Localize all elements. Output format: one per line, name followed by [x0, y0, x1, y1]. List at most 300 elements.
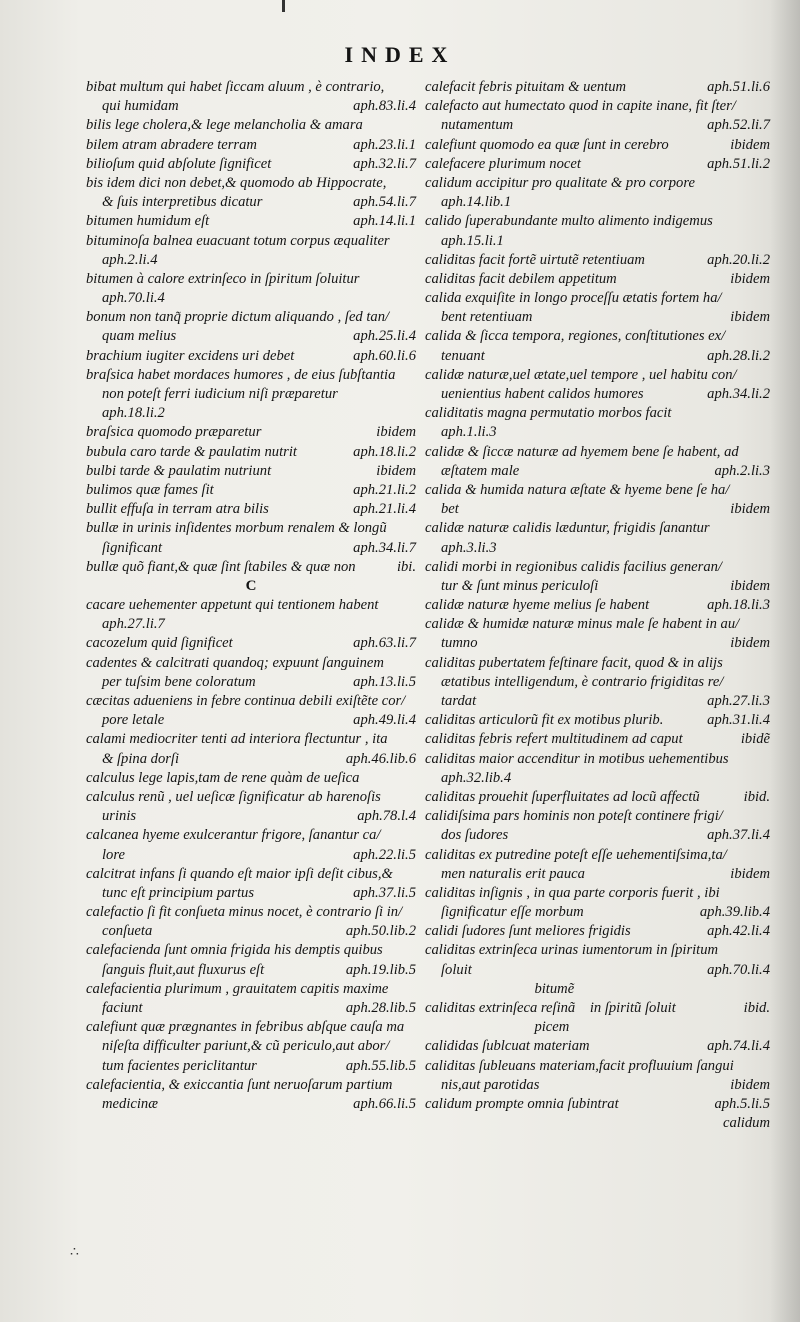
index-entry: [425, 519, 770, 538]
index-entry: [86, 116, 416, 135]
entry-text: & ſuis interpretibus dicatur: [102, 194, 263, 211]
index-entry: [86, 711, 416, 730]
index-entry: [425, 596, 770, 615]
entry-text: calidum accipitur pro qualitate & pro corpore: [425, 174, 695, 191]
entry-text: urinis: [102, 808, 137, 825]
entry-reference: aph.70.li.4: [707, 961, 770, 978]
entry-text: calefiunt quæ prægnantes in febribus abſque cauſa ma: [86, 1019, 405, 1036]
entry-reference: aph.63.li.7: [353, 635, 416, 652]
entry-reference: aph.28.li.2: [707, 347, 770, 364]
entry-text: cadentes & calcitrati quandoq; expuunt ſanguinem: [86, 654, 384, 671]
entry-reference: aph.31.li.4: [707, 712, 770, 729]
entry-reference: aph.37.li.4: [707, 827, 770, 844]
index-entry: [86, 481, 416, 500]
entry-text: aph.3.li.3: [441, 539, 497, 556]
entry-text: calidæ & humidæ naturæ minus male ſe habent in au/: [425, 616, 740, 633]
entry-reference: aph.2.li.3: [714, 462, 770, 479]
index-entry: [86, 692, 416, 711]
entry-text: nutamentum: [441, 117, 514, 134]
index-entry: [425, 155, 770, 174]
entry-reference: ibidem: [730, 635, 770, 652]
entry-reference: ibidem: [730, 865, 770, 882]
entry-text: C: [245, 577, 257, 594]
entry-text: faciunt: [102, 1000, 143, 1016]
entry-text: tumno: [441, 635, 478, 652]
entry-text: bullæ in urinis inſidentes morbum renalem & longũ: [86, 520, 387, 537]
entry-reference: aph.23.li.1: [353, 136, 416, 153]
entry-text: caliditas maior accenditur in motibus uehementibus: [425, 750, 729, 767]
index-entry: [86, 327, 416, 346]
entry-reference: ibidem: [730, 1076, 770, 1093]
entry-text: calididas ſublcuat materiam: [425, 1038, 590, 1055]
entry-reference: aph.83.li.4: [353, 98, 416, 115]
entry-text: calefacit febris pituitam & uentum: [425, 79, 627, 95]
index-entry: [86, 251, 416, 270]
entry-text: aph.1.li.3: [441, 424, 497, 441]
entry-text: calidi ſudores ſunt meliores frigidis: [425, 923, 631, 940]
entry-reference: [410, 289, 416, 308]
entry-text: aph.70.li.4: [102, 290, 165, 307]
index-entry: [425, 366, 770, 385]
entry-reference: [410, 654, 416, 673]
index-entry: [86, 788, 416, 807]
index-entry: [425, 1095, 770, 1114]
entry-text: bullæ quõ fiant,& quæ ſint ſtabiles & quæ non: [86, 558, 356, 575]
index-entry: [425, 308, 770, 327]
entry-reference: ibidem: [730, 309, 770, 326]
entry-text: calidum prompte omnia ſubintrat: [425, 1095, 619, 1112]
entry-text: calidi morbi in regionibus calidis facilius generan/: [425, 558, 722, 575]
entry-reference: [410, 903, 416, 922]
index-entry: [86, 78, 416, 97]
entry-reference: aph.21.li.2: [353, 481, 416, 498]
index-entry: [425, 212, 770, 231]
entry-text: ſoluit: [441, 961, 472, 978]
index-entry: [86, 1057, 416, 1076]
entry-text: cacozelum quid ſignificet: [86, 635, 233, 652]
entry-reference: aph.13.li.5: [353, 673, 416, 690]
entry-text: bis idem dici non debet,& quomodo ab Hippocrate,: [86, 174, 387, 191]
index-entry: [86, 865, 416, 884]
index-entry: [86, 750, 416, 769]
entry-text: cacare uehementer appetunt qui tentionem habent: [86, 597, 379, 614]
entry-reference: aph.74.li.4: [707, 1038, 770, 1055]
index-entry: [425, 1018, 770, 1037]
entry-reference: ibidẽ: [740, 731, 770, 748]
entry-reference: ibidem: [376, 462, 416, 479]
entry-text: picem: [425, 1019, 570, 1036]
entry-text: bitumen humidum eſt: [86, 213, 210, 230]
entry-reference: [410, 692, 416, 711]
entry-text: calidiſsima pars hominis non poteſt continere frigi/: [425, 808, 723, 825]
entry-text: calefacientia plurimum , grauitatem capitis maxime: [86, 980, 389, 997]
entry-text: per tuſsim bene coloratum: [102, 673, 256, 690]
entry-reference: aph.21.li.4: [353, 501, 416, 518]
entry-text: braſsica habet mordaces humores , de eius ſubſtantia: [86, 366, 396, 383]
entry-text: caliditas extrinſeca reſinã in ſpiritũ ſoluit: [425, 1000, 676, 1016]
entry-reference: ibid.: [743, 1000, 770, 1016]
index-entry: [425, 404, 770, 423]
entry-text: dos ſudores: [441, 827, 509, 844]
entry-text: calidæ naturæ calidis læduntur, frigidis ſanantur: [425, 520, 710, 537]
index-entry: [86, 404, 416, 423]
entry-text: aph.15.li.1: [441, 232, 504, 249]
entry-reference: [410, 1076, 416, 1095]
entry-reference: [410, 788, 416, 807]
gutter-shadow: [770, 0, 800, 1322]
index-entry: [86, 193, 416, 212]
index-entry: [86, 961, 416, 980]
entry-reference: aph.39.lib.4: [699, 904, 770, 921]
entry-text: calido ſuperabundante multo alimento indigemus: [425, 213, 713, 230]
index-entry: [425, 807, 770, 826]
entry-text: bullit effuſa in terram atra bilis: [86, 501, 269, 518]
entry-text: caliditas pubertatem feſtinare facit, quod & in alijs: [425, 654, 723, 671]
entry-text: calida & humida natura æſtate & hyeme bene ſe ha/: [425, 481, 730, 498]
entry-text: lore: [102, 846, 125, 863]
entry-text: caliditas extrinſeca urinas iumentorum in ſpiritum: [425, 942, 719, 959]
entry-text: aph.18.li.2: [102, 405, 165, 422]
entry-text: bulbi tarde & paulatim nutriunt: [86, 462, 272, 479]
index-entry: [86, 347, 416, 366]
entry-text: bonum non tanq̃ proprie dictum aliquando , ſed tan/: [86, 309, 390, 326]
index-entry: [86, 519, 416, 538]
index-entry: [425, 423, 770, 442]
index-entry: [425, 961, 770, 980]
index-entry: [425, 884, 770, 903]
entry-reference: aph.78.l.4: [357, 808, 416, 825]
entry-reference: [410, 941, 416, 960]
index-entry: [425, 270, 770, 289]
entry-text: niſeſta difficulter pariunt,& cũ periculo,aut abor/: [102, 1038, 390, 1055]
entry-text: bitumẽ: [425, 980, 575, 997]
index-entry: [425, 174, 770, 193]
entry-text: men naturalis erit pauca: [441, 865, 585, 882]
entry-text: calida exquiſite in longo proceſſu ætatis fortem ha/: [425, 290, 722, 307]
entry-reference: aph.51.li.2: [707, 155, 770, 172]
index-entry: [425, 558, 770, 577]
entry-reference: [410, 232, 416, 251]
entry-text: caliditas prouehit ſuperfluitates ad locũ affectũ: [425, 788, 700, 805]
entry-text: calefactio ſi fit conſueta minus nocet, è contrario ſi in/: [86, 904, 403, 921]
entry-reference: [410, 78, 416, 97]
index-entry: [86, 500, 416, 519]
entry-text: tum facientes periclitantur: [102, 1057, 257, 1074]
entry-text: uenientius habent calidos humores: [441, 386, 644, 402]
index-entry: [425, 711, 770, 730]
left-column: [86, 78, 416, 1114]
index-entry: [425, 385, 770, 404]
index-entry: [86, 366, 416, 385]
entry-text: quam melius: [102, 328, 177, 345]
index-entry: [86, 999, 416, 1018]
index-entry: [86, 232, 416, 251]
index-entry: [86, 730, 416, 749]
index-entry: [86, 980, 416, 999]
entry-reference: ibidem: [730, 501, 770, 518]
entry-reference: aph.42.li.4: [707, 923, 770, 940]
entry-reference: [410, 116, 416, 135]
index-entry: [86, 807, 416, 826]
index-entry: [425, 251, 770, 270]
entry-reference: [410, 615, 416, 634]
entry-reference: ibid.: [743, 788, 770, 805]
index-entry: [86, 155, 416, 174]
index-entry: [86, 539, 416, 558]
entry-reference: ibidem: [730, 270, 770, 287]
entry-reference: [410, 404, 416, 423]
entry-reference: [410, 270, 416, 289]
entry-text: ſanguis fluit,aut fluxurus eſt: [102, 961, 265, 978]
index-entry: [86, 884, 416, 903]
entry-reference: [410, 826, 416, 845]
entry-reference: aph.18.li.3: [707, 597, 770, 614]
index-entry: [425, 980, 770, 999]
top-ink-mark: [282, 0, 285, 12]
entry-reference: [410, 596, 416, 615]
entry-reference: aph.37.li.5: [353, 884, 416, 901]
index-entry: [425, 846, 770, 865]
entry-text: calculus renũ , uel ueſicæ ſignificatur ab harenoſis: [86, 788, 381, 805]
entry-text: braſsica quomodo præparetur: [86, 424, 262, 441]
entry-text: calefiunt quomodo ea quæ ſunt in cerebro: [425, 136, 669, 153]
entry-reference: [410, 366, 416, 385]
entry-reference: aph.46.lib.6: [345, 750, 416, 767]
index-entry: [425, 462, 770, 481]
index-entry: [86, 423, 416, 442]
entry-reference: aph.22.li.5: [353, 846, 416, 863]
entry-text: calida & ſicca tempora, regiones, conſtitutiones ex/: [425, 328, 726, 345]
entry-reference: aph.5.li.5: [714, 1095, 770, 1112]
entry-reference: aph.34.li.7: [353, 539, 416, 556]
entry-text: conſueta: [102, 923, 153, 940]
index-entry: [86, 922, 416, 941]
entry-text: medicinæ: [102, 1095, 158, 1112]
page-title: INDEX: [344, 42, 456, 67]
entry-text: calami mediocriter tenti ad interiora flectuntur , ita: [86, 731, 388, 748]
right-column: [425, 78, 770, 1133]
index-entry: [425, 136, 770, 155]
index-entry: [425, 481, 770, 500]
index-entry: [425, 327, 770, 346]
index-entry: [86, 289, 416, 308]
entry-text: calcitrat infans ſi quando eſt maior ipſi deſit cibus,&: [86, 865, 393, 882]
entry-reference: aph.55.lib.5: [345, 1057, 416, 1074]
index-entry: [86, 941, 416, 960]
index-entry: [425, 826, 770, 845]
entry-text: caliditas facit debilem appetitum: [425, 270, 617, 287]
entry-reference: ibi.: [396, 558, 416, 575]
entry-text: ſignificant: [102, 539, 162, 556]
entry-text: caliditas inſignis , in qua parte corporis fuerit , ibi: [425, 884, 720, 901]
index-entry: [86, 769, 416, 788]
entry-text: & ſpina dorſi: [102, 750, 180, 767]
index-entry: [425, 865, 770, 884]
index-entry: [425, 116, 770, 135]
entry-reference: aph.52.li.7: [707, 117, 770, 134]
entry-text: bitumen à calore extrinſeco in ſpiritum ſoluitur: [86, 270, 360, 287]
entry-text: bulimos quæ fames ſit: [86, 481, 214, 498]
index-entry: [86, 673, 416, 692]
entry-text: calculus lege lapis,tam de rene quàm de ueſica: [86, 769, 360, 786]
entry-text: bubula caro tarde & paulatim nutrit: [86, 443, 297, 460]
margin-mark: ∴: [70, 1245, 79, 1260]
entry-text: tenuant: [441, 347, 485, 364]
entry-reference: [410, 1037, 416, 1056]
entry-text: bent retentiuam: [441, 309, 533, 326]
index-entry: [425, 577, 770, 596]
entry-reference: ibidem: [376, 424, 416, 441]
index-entry: [425, 654, 770, 673]
entry-text: pore letale: [102, 712, 165, 729]
entry-text: bet: [441, 501, 459, 518]
index-entry: [425, 788, 770, 807]
entry-text: tunc eſt principium partus: [102, 884, 255, 901]
entry-reference: aph.20.li.2: [707, 251, 770, 268]
entry-reference: [410, 308, 416, 327]
entry-text: aph.32.lib.4: [441, 769, 512, 786]
index-entry: [86, 596, 416, 615]
entry-text: calcanea hyeme exulcerantur frigore, ſanantur ca/: [86, 827, 381, 844]
index-entry: [86, 97, 416, 116]
entry-reference: aph.50.lib.2: [345, 923, 416, 940]
index-entry: [425, 1114, 770, 1133]
entry-reference: [410, 980, 416, 999]
index-entry: [86, 1095, 416, 1114]
entry-reference: aph.54.li.7: [353, 194, 416, 211]
entry-reference: [410, 1018, 416, 1037]
entry-reference: aph.34.li.2: [707, 386, 770, 402]
index-entry: [425, 1076, 770, 1095]
entry-text: calidæ & ſiccæ naturæ ad hyemem bene ſe habent, ad: [425, 443, 739, 460]
entry-text: calidæ naturæ hyeme melius ſe habent: [425, 597, 650, 614]
index-entry: [425, 289, 770, 308]
index-entry: [425, 78, 770, 97]
entry-text: caliditatis magna permutatio morbos facit: [425, 405, 672, 422]
index-entry: [86, 558, 416, 577]
index-entry: [425, 347, 770, 366]
index-entry: [86, 846, 416, 865]
entry-text: caliditas ſubleuans materiam,facit profluuium ſangui: [425, 1057, 734, 1074]
index-entry: [86, 634, 416, 653]
entry-reference: [410, 865, 416, 884]
entry-reference: [410, 385, 416, 404]
entry-text: qui humidam: [102, 98, 179, 115]
index-entry: [425, 999, 770, 1018]
index-entry: [425, 1057, 770, 1076]
index-entry: [86, 826, 416, 845]
index-entry: [86, 443, 416, 462]
entry-reference: [410, 174, 416, 193]
index-entry: [86, 1076, 416, 1095]
entry-reference: aph.51.li.6: [707, 79, 770, 95]
index-entry: [425, 193, 770, 212]
index-entry: [86, 615, 416, 634]
entry-reference: aph.66.li.5: [353, 1095, 416, 1112]
entry-text: aph.2.li.4: [102, 251, 158, 268]
entry-reference: aph.32.li.7: [353, 155, 416, 172]
index-entry: [86, 270, 416, 289]
index-entry: [86, 1018, 416, 1037]
index-entry: [425, 750, 770, 769]
entry-reference: aph.18.li.2: [353, 443, 416, 460]
index-entry: [86, 462, 416, 481]
index-entry: [425, 232, 770, 251]
entry-reference: aph.27.li.3: [707, 693, 770, 709]
entry-reference: aph.49.li.4: [353, 712, 416, 729]
entry-reference: aph.28.lib.5: [345, 1000, 416, 1016]
entry-reference: calidum: [722, 1115, 770, 1132]
entry-reference: aph.14.li.1: [353, 213, 416, 230]
entry-text: nis,aut parotidas: [441, 1076, 540, 1093]
index-entry: [425, 97, 770, 116]
entry-reference: aph.60.li.6: [353, 347, 416, 364]
index-entry: [86, 174, 416, 193]
index-entry: [425, 443, 770, 462]
index-entry: [425, 500, 770, 519]
entry-text: calidæ naturæ,uel ætate,uel tempore , uel habitu con/: [425, 366, 737, 383]
entry-reference: [410, 730, 416, 749]
entry-text: bilioſum quid abſolute ſignificet: [86, 155, 272, 172]
index-entry: [425, 769, 770, 788]
entry-reference: [410, 251, 416, 270]
entry-text: bilem atram abradere terram: [86, 136, 257, 153]
entry-reference: [410, 519, 416, 538]
index-entry: [425, 903, 770, 922]
entry-text: calefacienda ſunt omnia frigida his demptis quibus: [86, 942, 383, 959]
index-entry: [425, 692, 770, 711]
entry-text: brachium iugiter excidens uri debet: [86, 347, 295, 364]
entry-text: æſtatem male: [441, 462, 520, 479]
entry-reference: aph.19.lib.5: [345, 961, 416, 978]
entry-reference: [410, 769, 416, 788]
entry-reference: aph.25.li.4: [353, 328, 416, 345]
index-entry: [425, 634, 770, 653]
entry-text: bilis lege cholera,& lege melancholia & amara: [86, 117, 363, 134]
entry-text: caliditas febris refert multitudinem ad caput: [425, 731, 683, 748]
entry-text: ætatibus intelligendum, è contrario frigiditas re/: [441, 673, 724, 690]
index-entry: [86, 1037, 416, 1056]
entry-text: aph.14.lib.1: [441, 194, 512, 211]
entry-text: bibat multum qui habet ſiccam aluum , è contrario,: [86, 79, 385, 95]
index-entry: [86, 654, 416, 673]
entry-text: bituminoſa balnea euacuant totum corpus æqualiter: [86, 232, 390, 249]
entry-text: calefacto aut humectato quod in capite inane, fit ſter/: [425, 98, 736, 115]
entry-text: calefacere plurimum nocet: [425, 155, 581, 172]
index-entry: [86, 136, 416, 155]
entry-text: caliditas facit fortẽ uirtutẽ retentiuam: [425, 251, 645, 268]
entry-text: tardat: [441, 693, 477, 709]
index-entry: [425, 615, 770, 634]
entry-text: caliditas articulorũ fit ex motibus plurib.: [425, 712, 664, 729]
entry-text: calefacientia, & exiccantia ſunt neruoſarum partium: [86, 1076, 393, 1093]
index-entry: [425, 730, 770, 749]
entry-text: ſignificatur eſſe morbum: [441, 904, 584, 921]
index-entry: [86, 903, 416, 922]
entry-text: aph.27.li.7: [102, 616, 165, 633]
index-entry: [425, 1037, 770, 1056]
index-entry: [425, 941, 770, 960]
entry-text: caliditas ex putredine poteſt eſſe uehementiſsima,ta/: [425, 846, 727, 863]
index-entry: [86, 212, 416, 231]
index-entry: [86, 385, 416, 404]
index-entry: [86, 308, 416, 327]
entry-reference: ibidem: [730, 577, 770, 594]
entry-reference: ibidem: [730, 136, 770, 153]
section-letter: [86, 577, 416, 596]
entry-text: cæcitas adueniens in febre continua debili exiſtẽte cor/: [86, 693, 406, 709]
index-entry: [425, 539, 770, 558]
